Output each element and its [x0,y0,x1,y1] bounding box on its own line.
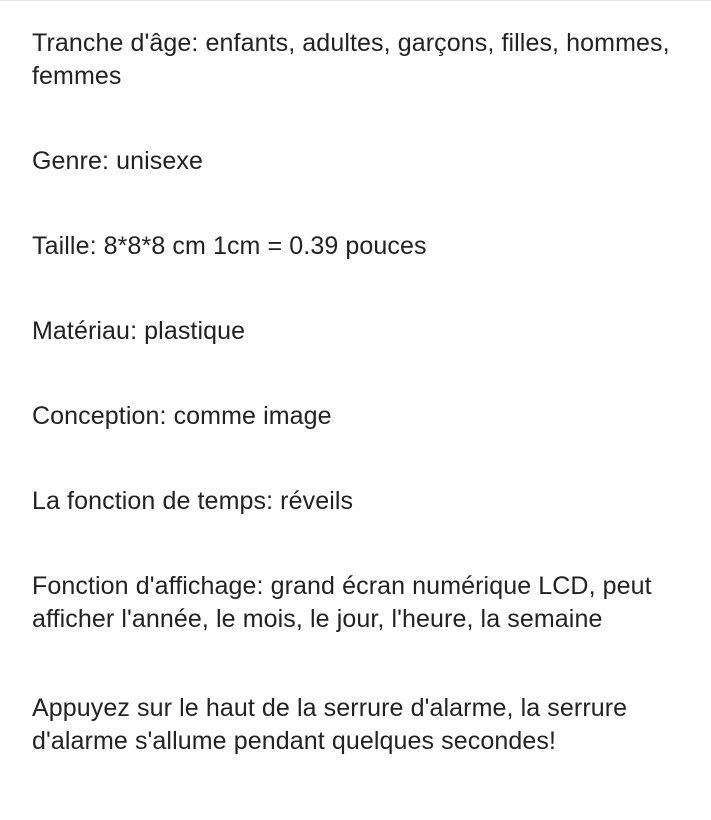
spacer [32,348,671,400]
spacer [32,636,671,692]
spec-design: Conception: comme image [32,402,332,430]
spacer [32,263,671,315]
spacer [32,433,671,485]
spec-display-function: Fonction d'affichage: grand écran numérique LCD, peut afficher l'année, le mois, le jour, l'heure, la semaine [32,572,652,633]
spec-size: Taille: 8*8*8 cm 1cm = 0.39 pouces [32,232,427,260]
spec-time-function: La fonction de temps: réveils [32,487,354,515]
spec-gender: Genre: unisexe [32,147,203,175]
spacer [32,518,671,570]
spacer [32,178,671,230]
spacer [32,93,671,145]
spec-alarm-light: Appuyez sur le haut de la serrure d'alarme, la serrure d'alarme s'allume pendant quelques secondes! [32,694,628,755]
spec-age-range: Tranche d'âge: enfants, adultes, garçons, filles, hommes, femmes [32,29,670,90]
spec-material: Matériau: plastique [32,317,246,345]
